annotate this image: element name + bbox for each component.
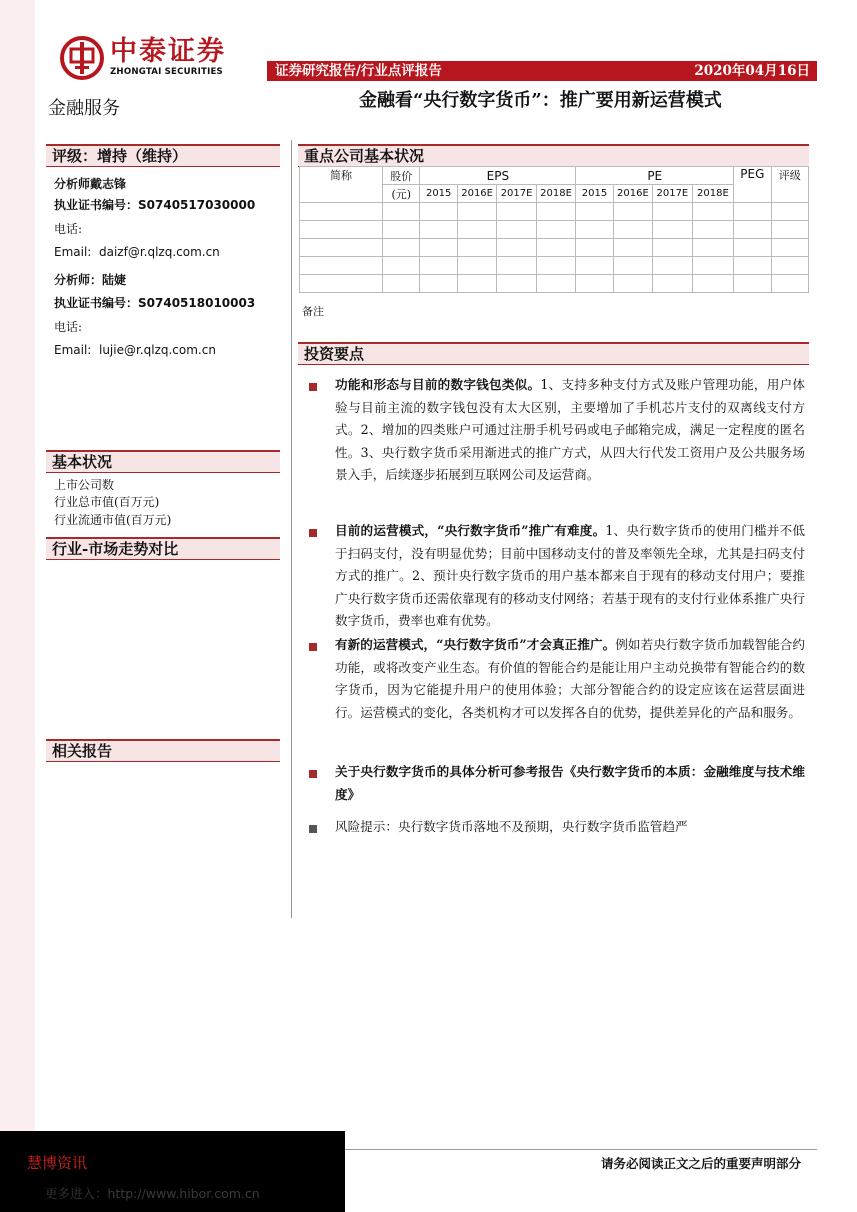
table-cell [771, 239, 808, 257]
table-cell [653, 275, 692, 293]
table-row [300, 221, 809, 239]
bullet-square-icon [309, 643, 317, 651]
table-cell [536, 203, 575, 221]
table-cell [576, 221, 613, 239]
pe-year: 2017E [653, 185, 692, 203]
table-cell [734, 275, 771, 293]
table-cell [420, 221, 457, 239]
companies-heading: 重点公司基本状况 [298, 144, 809, 167]
bullet-square-icon [309, 529, 317, 537]
analyst-1-cert [54, 196, 255, 213]
table-cell [692, 239, 734, 257]
bullet-square-icon [309, 770, 317, 778]
table-cell [536, 239, 575, 257]
table-header-row [300, 167, 809, 185]
analyst-1-cert-label: 执业证书编号： [54, 198, 139, 212]
analyst-2-cert-no: S0740518010003 [138, 296, 256, 310]
table-cell [300, 275, 383, 293]
col-group-pe: PE [576, 167, 734, 185]
brand-name-cn: 中泰证券 [110, 36, 226, 67]
risk-warning [335, 816, 805, 839]
eps-year: 2016E [457, 185, 496, 203]
col-price: 股价 [383, 167, 420, 185]
pe-year: 2018E [692, 185, 734, 203]
table-cell [653, 239, 692, 257]
highlight-paragraph-4 [335, 761, 805, 806]
table-row [300, 275, 809, 293]
table-cell [734, 203, 771, 221]
analyst-2-name: 分析师：陆婕 [54, 273, 127, 287]
company-logo [60, 36, 260, 86]
table-cell [536, 275, 575, 293]
bullet-square-icon [309, 383, 317, 391]
related-reports-heading: 相关报告 [46, 739, 280, 762]
col-peg: PEG [734, 167, 771, 203]
table-cell [576, 239, 613, 257]
highlight-1-text: 1、支持多种支付方式及账户管理功能，用户体验与目前主流的数字钱包没有太大区别，主要增加了手机芯片支付的双离线支付方式。2、增加的四类账户可通过注册手机号码或电子邮箱完成，满足一定程度的匿名性。3、央行数字货币采用渐进式的推广方式，从四大行代发工资用户及公共服务场景入手，后续逐步拓展到互联网公司及运营商。 [335, 377, 805, 482]
highlight-paragraph-2 [335, 520, 805, 633]
basic-info-row-listed: 上市公司数 [54, 478, 115, 492]
table-cell [653, 203, 692, 221]
table-cell [653, 221, 692, 239]
table-cell [613, 257, 652, 275]
table-cell [300, 239, 383, 257]
table-cell [734, 239, 771, 257]
eps-year: 2015 [420, 185, 457, 203]
table-cell [497, 257, 536, 275]
basic-info-heading: 基本状况 [46, 450, 280, 473]
risk-warning-text: 风险提示：央行数字货币落地不及预期，央行数字货币监管趋严 [335, 819, 688, 834]
col-name: 简称 [300, 167, 383, 203]
col-group-eps: EPS [420, 167, 576, 185]
report-date: 2020年04月16日 [694, 63, 810, 79]
industry-trend-heading: 行业-市场走势对比 [46, 537, 280, 560]
pe-year: 2015 [576, 185, 613, 203]
table-cell [420, 275, 457, 293]
table-cell [420, 203, 457, 221]
table-cell [497, 203, 536, 221]
pe-year: 2016E [613, 185, 652, 203]
analyst-1-email-address[interactable]: daizf@r.qlzq.com.cn [98, 245, 220, 259]
footer-url[interactable]: 更多进入：http://www.hibor.com.cn [45, 1186, 260, 1201]
col-rating: 评级 [771, 167, 808, 203]
table-body [300, 203, 809, 293]
table-cell [457, 203, 496, 221]
zhongtai-logo-icon [60, 36, 104, 80]
analyst-2-cert [54, 294, 255, 311]
table-cell [497, 221, 536, 239]
basic-info-row-total-cap: 行业总市值(百万元) [54, 495, 160, 509]
table-cell [692, 221, 734, 239]
table-cell [497, 275, 536, 293]
eps-year: 2018E [536, 185, 575, 203]
sector-label: 金融服务 [48, 98, 120, 119]
analyst-2-email [54, 343, 216, 357]
table-cell [613, 275, 652, 293]
highlight-2-lead: 目前的运营模式，“央行数字货币”推广有难度。 [335, 523, 606, 538]
table-cell [692, 203, 734, 221]
table-cell [771, 221, 808, 239]
table-cell [457, 221, 496, 239]
table-cell [383, 239, 420, 257]
table-cell [692, 275, 734, 293]
highlight-1-lead: 功能和形态与目前的数字钱包类似。 [335, 377, 541, 392]
table-cell [653, 257, 692, 275]
table-cell [536, 221, 575, 239]
analyst-2-cert-label: 执业证书编号： [54, 296, 139, 310]
table-cell [383, 221, 420, 239]
basic-info-row-float-cap: 行业流通市值(百万元) [54, 513, 172, 527]
analyst-1-phone: 电话: [54, 222, 83, 236]
table-cell [613, 221, 652, 239]
table-note: 备注 [302, 305, 324, 318]
highlight-paragraph-3 [335, 634, 805, 724]
rating-heading: 评级：增持（维持） [46, 144, 280, 167]
companies-table [299, 166, 809, 293]
table-cell [457, 275, 496, 293]
header-bar [267, 61, 817, 81]
table-cell [576, 203, 613, 221]
left-margin-strip [0, 0, 35, 1212]
table-cell [771, 275, 808, 293]
report-category: 证券研究报告/行业点评报告 [275, 63, 442, 79]
highlight-3-lead: 有新的运营模式，“央行数字货币”才会真正推广。 [335, 637, 616, 652]
table-cell [734, 221, 771, 239]
table-cell [576, 257, 613, 275]
analyst-1-email-label: Email: [54, 245, 92, 259]
analyst-2-email-label: Email: [54, 343, 92, 357]
table-row [300, 257, 809, 275]
table-row [300, 239, 809, 257]
footer-disclaimer: 请务必阅读正文之后的重要声明部分 [600, 1156, 801, 1171]
footer-brand: 慧博资讯 [27, 1154, 88, 1172]
highlight-3-text: 例如若央行数字货币加载智能合约功能，或将改变产业生态。有价值的智能合约是能让用户主动兑换带有智能合约的数字货币，因为它能提升用户的使用体验；大部分智能合约的设定应该在运营层面进行。运营模式的变化，各类机构才可以发挥各自的优势，提供差异化的产品和服务。 [335, 637, 805, 720]
table-cell [300, 257, 383, 275]
table-cell [420, 257, 457, 275]
analyst-2-email-address[interactable]: lujie@r.qlzq.com.cn [98, 343, 216, 357]
table-cell [457, 257, 496, 275]
table-cell [420, 239, 457, 257]
table-cell [576, 275, 613, 293]
table-cell [771, 257, 808, 275]
table-cell [536, 257, 575, 275]
table-cell [383, 275, 420, 293]
analyst-1-name: 分析师戴志锋 [54, 177, 127, 191]
eps-year: 2017E [497, 185, 536, 203]
page-title: 金融看“央行数字货币”：推广要用新运营模式 [359, 90, 722, 111]
table-cell [771, 203, 808, 221]
analyst-1-cert-no: S0740517030000 [138, 198, 256, 212]
column-divider [291, 140, 292, 918]
table-cell [300, 221, 383, 239]
analyst-2-phone: 电话: [54, 320, 83, 334]
highlight-paragraph-1 [335, 374, 805, 487]
table-cell [497, 239, 536, 257]
table-row [300, 203, 809, 221]
table-cell [383, 257, 420, 275]
bullet-square-icon [309, 825, 317, 833]
table-cell [383, 203, 420, 221]
footer-rule [345, 1149, 817, 1150]
table-cell [613, 203, 652, 221]
highlights-heading: 投资要点 [298, 342, 809, 365]
table-cell [692, 257, 734, 275]
table-cell [457, 239, 496, 257]
highlight-2-text: 1、央行数字货币的使用门槛并不低于扫码支付，没有明显优势；目前中国移动支付的普及率领先全球，尤其是扫码支付方式的推广。2、预计央行数字货币的用户基本都来自于现有的移动支付用户；要推广央行数字货币还需依靠现有的移动支付网络；若基于现有的支付行业体系推广央行数字货币，费率也难有优势。 [335, 523, 805, 628]
col-price-unit: (元) [383, 185, 420, 203]
table-cell [300, 203, 383, 221]
analyst-1-email [54, 245, 220, 259]
brand-name-en: ZHONGTAI SECURITIES [110, 67, 223, 77]
highlight-4-lead: 关于央行数字货币的具体分析可参考报告《央行数字货币的本质：金融维度与技术维度》 [335, 764, 805, 802]
table-cell [613, 239, 652, 257]
table-cell [734, 257, 771, 275]
